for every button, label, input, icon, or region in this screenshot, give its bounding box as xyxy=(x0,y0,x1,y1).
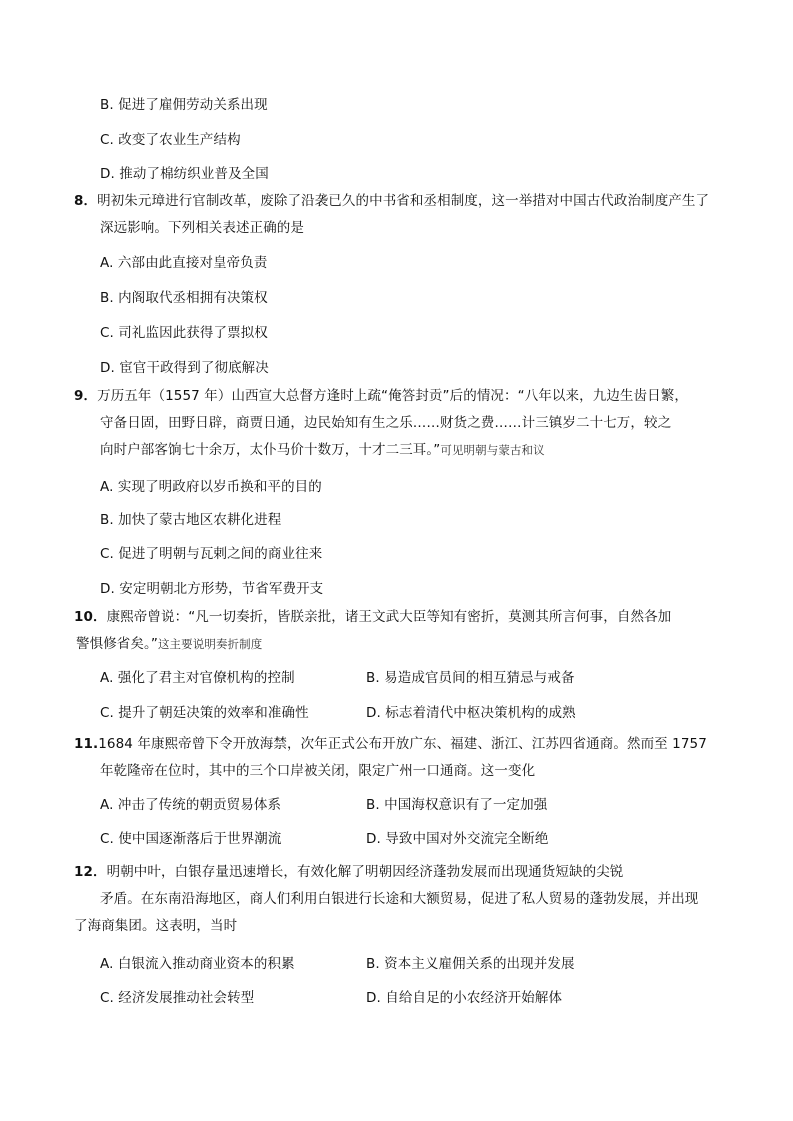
q8-option-b: B. 内阁取代丞相拥有决策权 xyxy=(100,290,268,306)
q9-option-a: A. 实现了明政府以岁币换和平的目的 xyxy=(100,479,322,495)
q12-stem-line-1 xyxy=(74,862,623,882)
q12-stem-line-2: 矛盾。在东南沿海地区，商人们利用白银进行长途和大额贸易，促进了私人贸易的蓬勃发展，并出现 xyxy=(100,891,699,907)
q8-option-c: C. 司礼监因此获得了票拟权 xyxy=(100,325,268,341)
q9-stem-line-1 xyxy=(74,386,688,406)
q10-stem-line-1 xyxy=(74,607,671,627)
q12-option-a: A. 白银流入推动商业资本的积累 xyxy=(100,956,295,972)
q12-stem-line-3: 了海商集团。这表明，当时 xyxy=(74,918,238,934)
q9-stem-line-2: 守备日固，田野日辟，商贾日通，边民始知有生之乐……财货之费……计三镇岁二十七万，较之 xyxy=(100,415,672,431)
q10-option-c: C. 提升了朝廷决策的效率和准确性 xyxy=(100,705,309,721)
q9-stem-line-3 xyxy=(100,440,545,460)
q12-option-c: C. 经济发展推动社会转型 xyxy=(100,990,255,1006)
q9-option-c: C. 促进了明朝与瓦剌之间的商业往来 xyxy=(100,546,323,562)
q12-option-b: B. 资本主义雇佣关系的出现并发展 xyxy=(366,956,575,972)
q11-stem-line-1 xyxy=(74,734,707,754)
q10-stem-text-2a: 警惧修省矣。” xyxy=(76,636,158,652)
q7-option-d: D. 推动了棉纺织业普及全国 xyxy=(100,166,269,182)
q10-number: 10． xyxy=(74,609,107,625)
q8-stem-text-1: 明初朱元璋进行官制改革，废除了沿袭已久的中书省和丞相制度，这一举措对中国古代政治制度产生了 xyxy=(97,193,710,209)
q8-option-a: A. 六部由此直接对皇帝负责 xyxy=(100,255,268,271)
q11-option-b: B. 中国海权意识有了一定加强 xyxy=(366,797,548,813)
q11-option-d: D. 导致中国对外交流完全断绝 xyxy=(366,831,549,847)
q11-stem-line-2: 年乾隆帝在位时，其中的三个口岸被关闭，限定广州一口通商。这一变化 xyxy=(100,763,536,779)
q8-number: 8． xyxy=(74,193,98,209)
q9-stem-text-3b: 可见明朝与蒙古和议 xyxy=(440,443,545,457)
q11-option-a: A. 冲击了传统的朝贡贸易体系 xyxy=(100,797,282,813)
q11-number: 11. xyxy=(74,736,99,752)
q8-option-d: D. 宦官干政得到了彻底解决 xyxy=(100,360,269,376)
q12-stem-text-1: 明朝中叶，白银存量迅速增长，有效化解了明朝因经济蓬勃发展而出现通货短缺的尖锐 xyxy=(106,864,624,880)
q11-option-c: C. 使中国逐渐落后于世界潮流 xyxy=(100,831,282,847)
q7-option-b: B. 促进了雇佣劳动关系出现 xyxy=(100,97,268,113)
q7-option-c: C. 改变了农业生产结构 xyxy=(100,132,241,148)
q12-number: 12． xyxy=(74,864,107,880)
q9-option-d: D. 安定明朝北方形势，节省军费开支 xyxy=(100,581,324,597)
q9-option-b: B. 加快了蒙古地区农耕化进程 xyxy=(100,512,282,528)
q12-option-d: D. 自给自足的小农经济开始解体 xyxy=(366,990,563,1006)
q10-stem-text-2b: 这主要说明奏折制度 xyxy=(157,637,263,651)
q11-stem-text-1: 1684 年康熙帝曾下令开放海禁，次年正式公布开放广东、福建、浙江、江苏四省通商。然而至 1757 xyxy=(98,736,707,752)
q10-stem-line-2 xyxy=(76,634,262,654)
q10-option-d: D. 标志着清代中枢决策机构的成熟 xyxy=(366,705,576,721)
q8-stem-line-2: 深远影响。下列相关表述正确的是 xyxy=(100,220,304,236)
q10-option-b: B. 易造成官员间的相互猜忌与戒备 xyxy=(366,670,575,686)
q9-stem-text-1: 万历五年（1557 年）山西宣大总督方逢时上疏“俺答封贡”后的情况：“八年以来，九边生齿日繁， xyxy=(97,388,688,404)
q9-number: 9． xyxy=(74,388,98,404)
q9-stem-text-3a: 向时户部客饷七十余万，太仆马价十数万，十才二三耳。” xyxy=(100,442,441,458)
q10-option-a: A. 强化了君主对官僚机构的控制 xyxy=(100,670,295,686)
q10-stem-text-1: 康熙帝曾说：“凡一切奏折，皆朕亲批，诸王文武大臣等知有密折，莫测其所言何事，自然各加 xyxy=(106,609,672,625)
q8-stem-line-1 xyxy=(74,191,709,211)
